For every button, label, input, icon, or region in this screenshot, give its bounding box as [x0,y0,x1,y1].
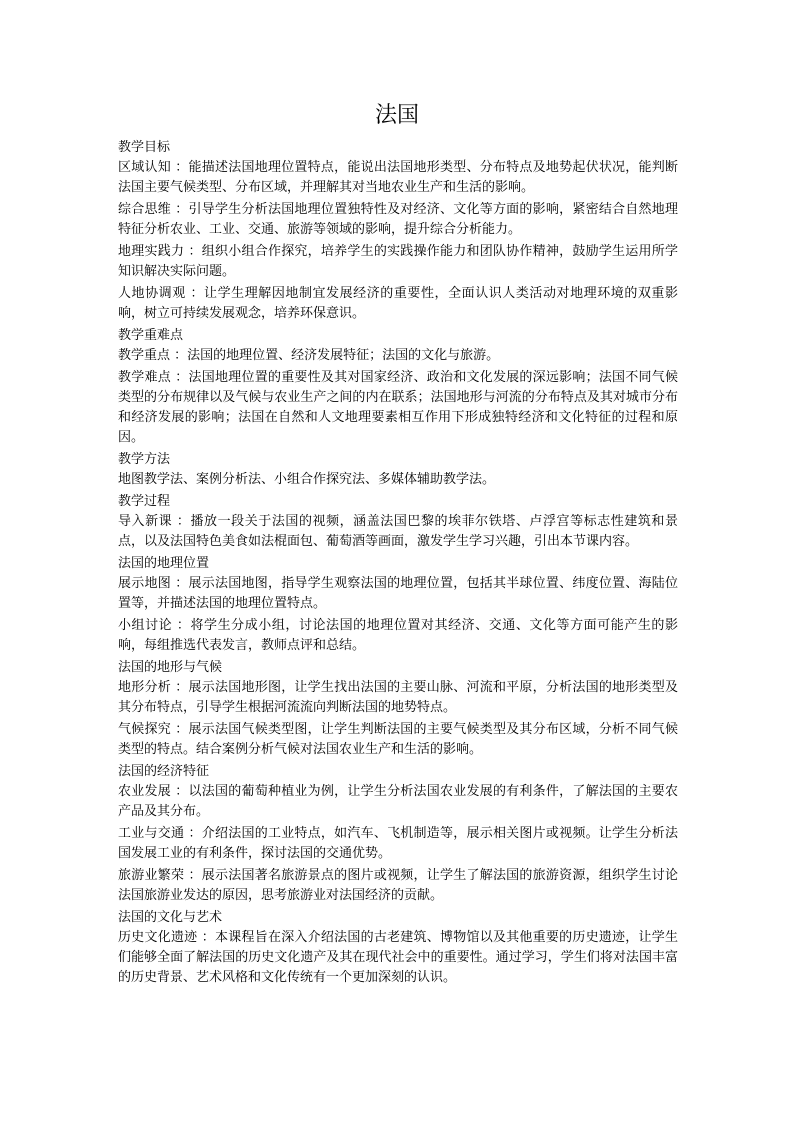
section-paragraph [118,470,678,490]
paragraph-label: 工业与交通 ： [118,826,202,841]
paragraph-text: 展示法国著名旅游景点的图片或视频，让学生了解法国的旅游资源，组织学生讨论法国旅游业发达的原因，思考旅游业对法国经济的贡献。 [118,868,678,903]
paragraph-label: 人地协调观 ： [118,286,205,301]
paragraph-label: 综合思维 ： [118,202,189,217]
paragraph-label: 小组讨论 ： [118,618,191,633]
section-heading: 教学过程 [118,494,171,509]
paragraph-text: 以法国的葡萄种植业为例，让学生分析法国农业发展的有利条件，了解法国的主要农产品及其分布。 [118,784,678,819]
document-body [118,138,678,990]
paragraph-text: 法国地理位置的重要性及其对国家经济、政治和文化发展的深远影响；法国不同气候类型的分布规律以及气候与农业生产之间的内在联系；法国地形与河流的分布特点及其对城市分布和经济发展的影响；法国在自然和人文地理要素相互作用下形成独特经济和文化特征的过程和原因。 [118,370,678,445]
paragraph-text: 介绍法国的工业特点，如汽车、飞机制造等，展示相关图片或视频。让学生分析法国发展工业的有利条件，探讨法国的交通优势。 [118,826,678,861]
paragraph-label: 展示地图 ： [118,576,189,591]
section-paragraph [118,512,678,552]
paragraph-text: 组织小组合作探究，培养学生的实践操作能力和团队协作精神，鼓励学生运用所学知识解决实际问题。 [118,244,678,279]
paragraph-text: 让学生理解因地制宜发展经济的重要性，全面认识人类活动对地理环境的双重影响，树立可持续发展观念，培养环保意识。 [118,286,678,321]
paragraph-label: 历史文化遗迹 ： [118,930,216,945]
paragraph-label: 导入新课 ： [118,514,191,529]
paragraph-label: 气候探究 ： [118,722,189,737]
section-paragraph [118,574,678,614]
section-heading: 教学目标 [118,140,171,155]
paragraph-text: 展示法国地形图，让学生找出法国的主要山脉、河流和平原，分析法国的地形类型及其分布特点，引导学生根据河流流向判断法国的地势特点。 [118,680,678,715]
section-paragraph [118,928,678,988]
paragraph-label: 区域认知 ： [118,160,189,175]
paragraph-text: 法国的地理位置、经济发展特征；法国的文化与旅游。 [187,348,500,363]
paragraph-text: 播放一段关于法国的视频，涵盖法国巴黎的埃菲尔铁塔、卢浮宫等标志性建筑和景点，以及法国特色美食如法棍面包、葡萄酒等画面，激发学生学习兴趣，引出本节课内容。 [118,514,678,549]
paragraph-text: 能描述法国地理位置特点，能说出法国地形类型、分布特点及地势起伏状况，能判断法国主要气候类型、分布区域，并理解其对当地农业生产和生活的影响。 [118,160,678,195]
section-paragraph [118,242,678,282]
paragraph-label: 教学重点 ： [118,348,188,363]
paragraph-text: 地图教学法、案例分析法、小组合作探究法、多媒体辅助教学法。 [118,472,496,487]
section-paragraph [118,824,678,864]
paragraph-label: 地理实践力 ： [118,244,202,259]
paragraph-label: 教学难点 ： [118,370,189,385]
section-heading: 法国的地形与气候 [118,660,223,675]
section-heading: 法国的文化与艺术 [118,910,223,925]
section-heading: 法国的经济特征 [118,764,210,779]
section-paragraph [118,368,678,448]
section-heading: 法国的地理位置 [118,556,210,571]
section-heading: 教学重难点 [118,328,184,343]
paragraph-label: 旅游业繁荣 ： [118,868,202,883]
paragraph-text: 展示法国气候类型图，让学生判断法国的主要气候类型及其分布区域，分析不同气候类型的特点。结合案例分析气候对法国农业生产和生活的影响。 [118,722,678,757]
section-paragraph [118,200,678,240]
paragraph-label: 地形分析 ： [118,680,189,695]
section-paragraph [118,346,678,366]
section-heading: 教学方法 [118,452,171,467]
paragraph-text: 展示法国地图，指导学生观察法国的地理位置，包括其半球位置、纬度位置、海陆位置等，并描述法国的地理位置特点。 [118,576,678,611]
section-paragraph [118,678,678,718]
paragraph-text: 将学生分成小组，讨论法国的地理位置对其经济、交通、文化等方面可能产生的影响，每组推选代表发言，教师点评和总结。 [118,618,678,653]
section-paragraph [118,158,678,198]
section-paragraph [118,866,678,906]
document-title: 法国 [374,103,419,128]
paragraph-text: 引导学生分析法国地理位置独特性及对经济、文化等方面的影响，紧密结合自然地理特征分析农业、工业、交通、旅游等领域的影响，提升综合分析能力。 [118,202,678,237]
paragraph-label: 农业发展 ： [118,784,189,799]
section-paragraph [118,720,678,760]
section-paragraph [118,284,678,324]
section-paragraph [118,782,678,822]
section-paragraph [118,616,678,656]
paragraph-text: 本课程旨在深入介绍法国的古老建筑、博物馆以及其他重要的历史遗迹，让学生们能够全面了解法国的历史文化遗产及其在现代社会中的重要性。通过学习，学生们将对法国丰富的历史背景、艺术风格和文化传统有一个更加深刻的认识。 [118,930,678,985]
